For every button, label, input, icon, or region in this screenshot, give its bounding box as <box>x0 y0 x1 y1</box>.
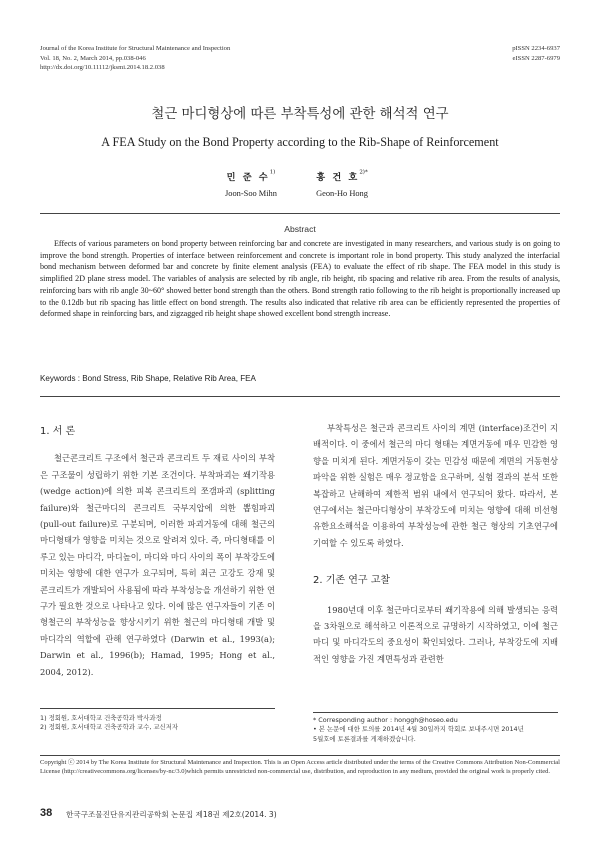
issn-block <box>512 44 560 63</box>
eissn: eISSN 2287-6979 <box>512 54 560 62</box>
page-number: 38 <box>40 807 53 819</box>
section-2-title: 2. 기존 연구 고찰 <box>313 575 391 587</box>
author-2-name-ko: 홍 건 호 <box>316 172 360 183</box>
abstract-bottom-rule <box>40 396 560 397</box>
left-footnotes <box>40 714 178 733</box>
left-footnote-rule <box>40 708 275 709</box>
journal-header <box>40 44 230 73</box>
footer-journal-title: 한국구조물진단유지관리공학회 논문집 제18권 제2호(2014. 3) <box>66 810 277 819</box>
abstract-heading: Abstract <box>284 224 316 234</box>
author-2-name-en: Geon-Ho Hong <box>316 189 368 198</box>
section-1-title: 1. 서 론 <box>40 426 76 437</box>
right-footnote-rule <box>313 712 558 713</box>
corresponding-author: * Corresponding author : honggh@hoseo.edu <box>313 716 458 724</box>
abstract-top-rule <box>40 213 560 214</box>
discussion-note-2: 5월호에 토론결과를 게재하겠습니다. <box>313 734 416 743</box>
author-1-affil: 1) <box>269 169 276 176</box>
left-column <box>40 424 275 680</box>
section-2-body: 1980년대 이후 철근마디로부터 쐐기작용에 의해 발생되는 응력을 3차원으로 해석하고 이론적으로 규명하기 시작하였고, 이에 철근마디 및 마디각도의 중요성이 확인되었다. 그러나, 부착강도에 지배적인 영향을 가진 계면특성과 관련한 <box>313 604 558 664</box>
footnote-2: 2) 정회원, 호서대학교 건축공학과 교수, 교신저자 <box>40 723 179 732</box>
author-2-affil: 2)* <box>359 169 368 176</box>
copyright-rule <box>40 755 560 756</box>
abstract-text: Effects of various parameters on bond property between reinforcing bar and concrete are investigated in many researchers, and various study is on going to improve the bond strength. Properties of interface between reinforcement and concrete is important role in bond property. This study analyzed the interfacial bond mechanism between deformed bar and concrete by finite element analysis (FEA) to evaluate the effect of rib shape. The FEA model in this study is simplified 2D plane stress model. The variables of analysis are selected by rib angle, rib height, rib spacing and relative rib area. From the results of analysis, reinforcing bars with rib angle 30~60° showed better bond strength than the others. Bond strength ratio following to the rib height is proportionally increased up to the 0.12db but rib spacing has little effect on bond strength. The results also indicated that relative rib area can be efficiently represented the properties of deformed shape in reinforcing bars, and zigzagged rib height shape showed excellent bond strength increase. <box>40 239 560 319</box>
pissn: pISSN 2234-6937 <box>512 45 560 52</box>
journal-name: Journal of the Korea Institute for Structural Maintenance and Inspection <box>40 45 231 52</box>
intro-paragraph-2: 부착특성은 철근과 콘크리트 사이의 계면 (interface)조건이 지배적이다. 이 중에서 철근의 마디 형태는 계면거동에 매우 민감한 영향을 미치게 된다. 계면거동이 갖는 민감성 때문에 계면의 거동현상 파악을 위한 실험은 매우 정교함을 요구하며, 실험 결과의 분석 또한 복잡하고 난해하여 제한적 범위 내에서 연구되어 왔다. 따라서, 본 연구에서는 철근마디형상이 부착강도에 미치는 영향에 대해 비선형 유한요소해석을 이용하여 부착성능에 관한 철근 형상의 기초연구에 기여할 수 있도록 하였다. <box>313 423 558 548</box>
keywords: Keywords : Bond Stress, Rib Shape, Relative Rib Area, FEA <box>40 374 256 383</box>
right-column <box>313 420 558 667</box>
doi-link[interactable]: http://dx.doi.org/10.11112/jksmi.2014.18.2.038 <box>40 64 165 72</box>
volume-info: Vol. 18, No. 2, March 2014, pp.038-046 <box>40 54 146 62</box>
discussion-note-1: • 본 논문에 대한 토의를 2014년 4월 30일까지 학회로 보내주시면 2014년 <box>313 725 524 734</box>
right-footnotes <box>313 716 524 744</box>
title-english: A FEA Study on the Bond Property according to the Rib-Shape of Reinforcement <box>101 135 499 149</box>
section-1-body: 철근콘크리트 구조에서 철근과 콘크리트 두 재료 사이의 부착은 구조물이 성립하기 위한 기본 조건이다. 부착파괴는 쐐기작용 (wedge action)에 의한 피복 콘크리트의 쪼갬파괴 (splitting failure)와 철근마디의 콘크리트 국부지압에 의한 뽑힘파괴 (pull-out failure)로 구분되며, 이러한 파괴거동에 대해 철근의 마디형태가 영향을 미치는 것으로 알려져 있다. 즉, 마디형태를 이루고 있는 마디각, 마디높이, 마디와 마디 사이의 폭이 부착강도에 미치는 영향에 대한 연구가 요구되며, 특히 최근 고강도 강재 및 콘크리트가 개발되어 사용됨에 따라 부착성능을 개선하기 위한 연구가 필요한 것으로 나타나고 있다. 이에 많은 연구자들이 기존 이형철근의 부착성능을 향상시키기 위한 철근의 마디형태 개발 및 마디각의 역할에 관해 연구하였다 (Darwin et al., 1993(a); Darwin et al., 1996(b); Hamad, 1995; Hong et al., 2004, 2012). <box>40 453 275 677</box>
title-korean: 철근 마디형상에 따른 부착특성에 관한 해석적 연구 <box>151 107 449 122</box>
author-1-name-ko: 민 준 수 <box>226 172 270 183</box>
author-2 <box>282 165 402 198</box>
copyright-notice: Copyright ⓒ 2014 by The Korea Institute for Structural Maintenance and Inspection. This is an Open Access article distributed under the terms of the Creative Commons Attribution Non-Commercial License (http://creativecommons.org/licenses/by-nc/3.0)which permits unrestricted non-commercial use, distribution, and reproduction in any medium, provided the original work is properly cited. <box>40 759 560 776</box>
footnote-1: 1) 정회원, 호서대학교 건축공학과 박사과정 <box>40 714 162 722</box>
author-1-name-en: Joon-Soo Mihn <box>225 189 277 198</box>
